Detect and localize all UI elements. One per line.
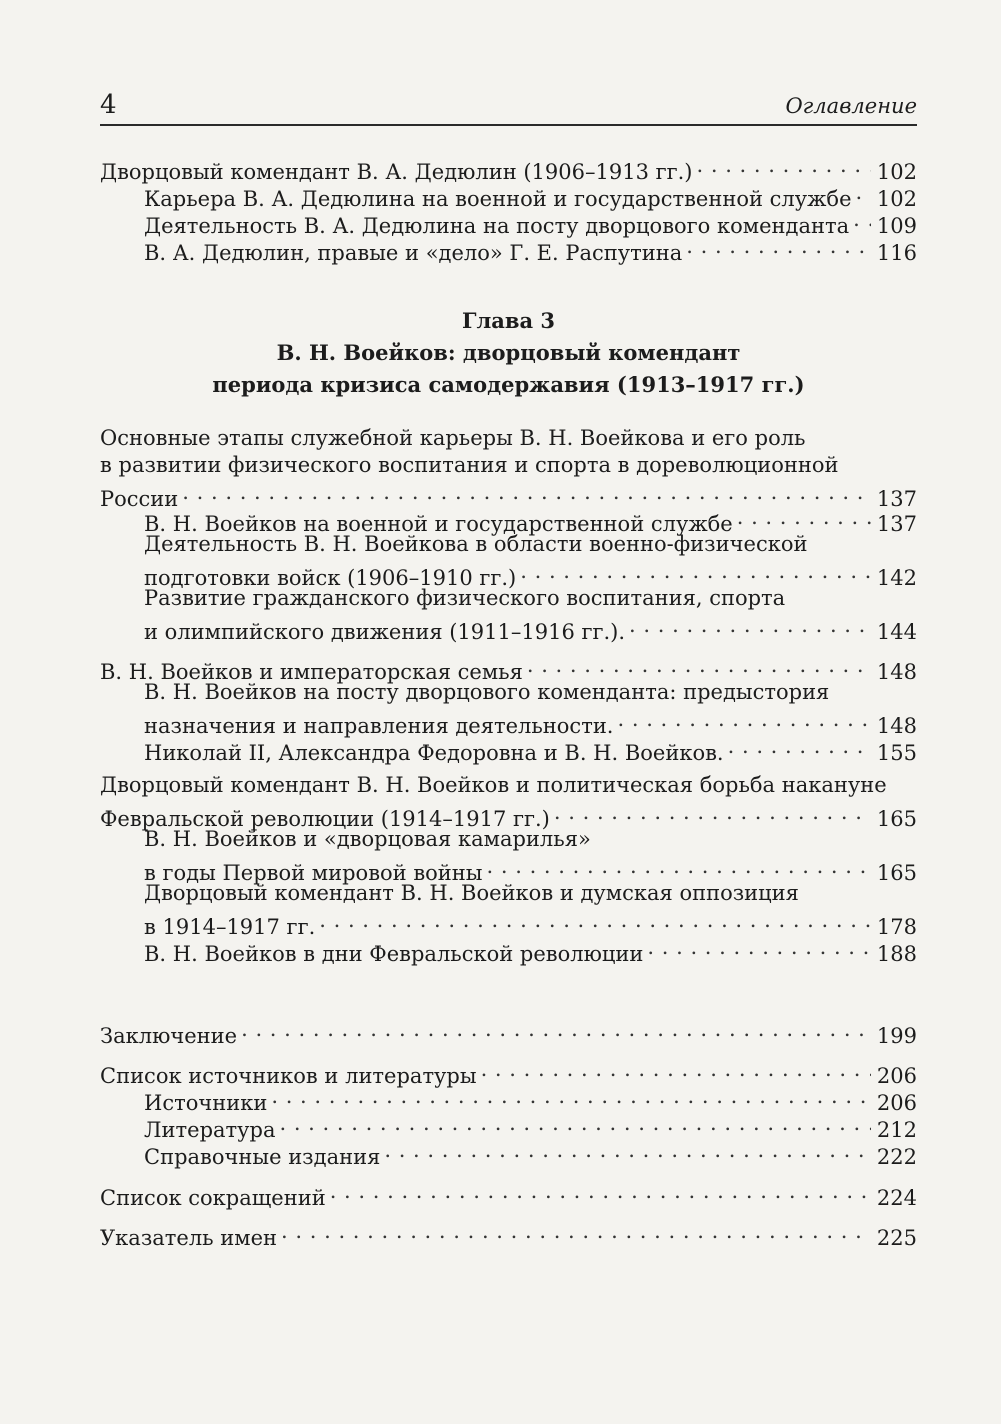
toc-subentry xyxy=(144,1110,917,1142)
toc-entry-page: 155 xyxy=(876,741,917,765)
dot-leader xyxy=(737,504,871,531)
toc-entry-title: Заключение xyxy=(100,1024,238,1048)
toc-entry xyxy=(100,152,917,184)
toc-entry-page: 102 xyxy=(876,187,917,211)
toc-subentry xyxy=(144,934,917,966)
toc-entry xyxy=(100,425,917,511)
running-header xyxy=(100,90,917,126)
toc-entry-page: 165 xyxy=(876,807,917,831)
toc-entry-title: В. Н. Воейков в дни Февральской революции xyxy=(144,942,644,966)
toc-entry xyxy=(100,772,917,831)
header-section-title: Оглавление xyxy=(785,94,917,118)
toc-entry-page: 188 xyxy=(876,942,917,966)
dot-leader xyxy=(241,1016,871,1043)
toc-entry-line: Деятельность В. Н. Воейкова в области военно-физической xyxy=(144,532,808,556)
toc-subentry xyxy=(144,880,917,939)
toc-entry xyxy=(100,1218,917,1250)
toc-entry-title: Справочные издания xyxy=(144,1145,381,1169)
toc-entry xyxy=(100,1178,917,1210)
toc-entry-title: Февральской революции (1914–1917 гг.) xyxy=(100,807,550,831)
toc-entry-title: В. Н. Воейков и императорская семья xyxy=(100,660,523,684)
dot-leader xyxy=(281,1218,871,1245)
toc-entry-title: В. Н. Воейков на военной и государственной службе xyxy=(144,512,733,536)
toc-entry-title: Карьера В. А. Дедюлина на военной и государственной службе xyxy=(144,187,852,211)
toc-entry-title: В. А. Дедюлин, правые и «дело» Г. Е. Распутина xyxy=(144,241,683,265)
dot-leader xyxy=(319,907,871,934)
toc-subentry xyxy=(144,733,917,765)
dot-leader xyxy=(728,733,871,760)
dot-leader xyxy=(629,612,871,639)
toc-subentry xyxy=(144,206,917,238)
toc-entry-title: и олимпийского движения (1911–1916 гг.). xyxy=(144,620,626,644)
toc-entry-page: 148 xyxy=(876,714,917,738)
toc-entry-line: в развитии физического воспитания и спорта в дореволюционной xyxy=(100,453,839,477)
toc-subentry xyxy=(144,179,917,211)
toc-entry-line: Дворцовый комендант В. Н. Воейков и думская оппозиция xyxy=(144,881,799,905)
page-number: 4 xyxy=(100,90,117,120)
chapter-label: Глава 3 xyxy=(461,308,556,333)
toc-entry-line: Развитие гражданского физического воспитания, спорта xyxy=(144,586,786,610)
toc-entry-page: 212 xyxy=(876,1118,917,1142)
dot-leader xyxy=(384,1137,871,1164)
chapter-title-line-2: периода кризиса самодержавия (1913–1917 гг.) xyxy=(212,372,805,397)
toc-entry-page: 148 xyxy=(876,660,917,684)
dot-leader xyxy=(527,652,871,679)
toc-entry xyxy=(100,1016,917,1048)
toc-entry-title: Источники xyxy=(144,1091,268,1115)
toc-entry-page: 206 xyxy=(876,1091,917,1115)
dot-leader xyxy=(487,853,871,880)
dot-leader xyxy=(647,934,871,961)
dot-leader xyxy=(279,1110,870,1137)
toc-entry-page: 137 xyxy=(876,512,917,536)
dot-leader xyxy=(856,179,871,206)
toc-entry-page: 178 xyxy=(876,915,917,939)
toc-entry-title: Список источников и литературы xyxy=(100,1064,477,1088)
toc-entry-title: Литература xyxy=(144,1118,276,1142)
toc-entry-page: 116 xyxy=(876,241,917,265)
toc-entry-page: 222 xyxy=(876,1145,917,1169)
dot-leader xyxy=(481,1056,871,1083)
toc-entry-title: Дворцовый комендант В. А. Дедюлин (1906–1913 гг.) xyxy=(100,160,693,184)
toc-entry-page: 109 xyxy=(876,214,917,238)
dot-leader xyxy=(554,799,871,826)
toc-entry-page: 102 xyxy=(876,160,917,184)
toc-entry-page: 142 xyxy=(876,566,917,590)
toc-entry-page: 225 xyxy=(876,1226,917,1250)
toc-entry xyxy=(100,652,917,684)
dot-leader xyxy=(618,706,871,733)
dot-leader xyxy=(520,558,871,585)
toc-subentry xyxy=(144,585,917,644)
toc-subentry xyxy=(144,679,917,738)
toc-entry-page: 137 xyxy=(876,487,917,511)
toc-entry-line: В. Н. Воейков и «дворцовая камарилья» xyxy=(144,827,591,851)
toc-entry-title: Деятельность В. А. Дедюлина на посту дворцового коменданта xyxy=(144,214,850,238)
toc-subentry xyxy=(144,1137,917,1169)
toc-entry-page: 199 xyxy=(876,1024,917,1048)
dot-leader xyxy=(271,1083,871,1110)
toc-entry-title: Список сокращений xyxy=(100,1186,326,1210)
chapter-heading xyxy=(100,305,917,401)
toc-subentry xyxy=(144,826,917,885)
toc-entry-line: Дворцовый комендант В. Н. Воейков и политическая борьба накануне xyxy=(100,773,887,797)
toc-entry-title: в 1914–1917 гг. xyxy=(144,915,316,939)
toc-entry-title: назначения и направления деятельности. xyxy=(144,714,614,738)
dot-leader xyxy=(182,479,871,506)
toc-entry-title: России xyxy=(100,487,179,511)
dot-leader xyxy=(330,1178,871,1205)
toc-subentry xyxy=(144,504,917,536)
toc-entry-line: Основные этапы служебной карьеры В. Н. Воейкова и его роль xyxy=(100,426,806,450)
toc-subentry xyxy=(144,233,917,265)
dot-leader xyxy=(697,152,871,179)
toc-entry xyxy=(100,1056,917,1088)
toc-entry-title: Николай II, Александра Федоровна и В. Н. Воейков. xyxy=(144,741,724,765)
toc-entry-title: в годы Первой мировой войны xyxy=(144,861,483,885)
toc-subentry xyxy=(144,531,917,590)
dot-leader xyxy=(686,233,871,260)
toc-entry-title: Указатель имен xyxy=(100,1226,278,1250)
toc-subentry xyxy=(144,1083,917,1115)
toc-entry-page: 144 xyxy=(876,620,917,644)
toc-entry-page: 165 xyxy=(876,861,917,885)
toc-entry-page: 206 xyxy=(876,1064,917,1088)
dot-leader xyxy=(853,206,871,233)
chapter-title-line-1: В. Н. Воейков: дворцовый комендант xyxy=(276,340,741,365)
toc-entry-title: подготовки войск (1906–1910 гг.) xyxy=(144,566,517,590)
toc-entry-line: В. Н. Воейков на посту дворцового коменданта: предыстория xyxy=(144,680,830,704)
toc-entry-page: 224 xyxy=(876,1186,917,1210)
